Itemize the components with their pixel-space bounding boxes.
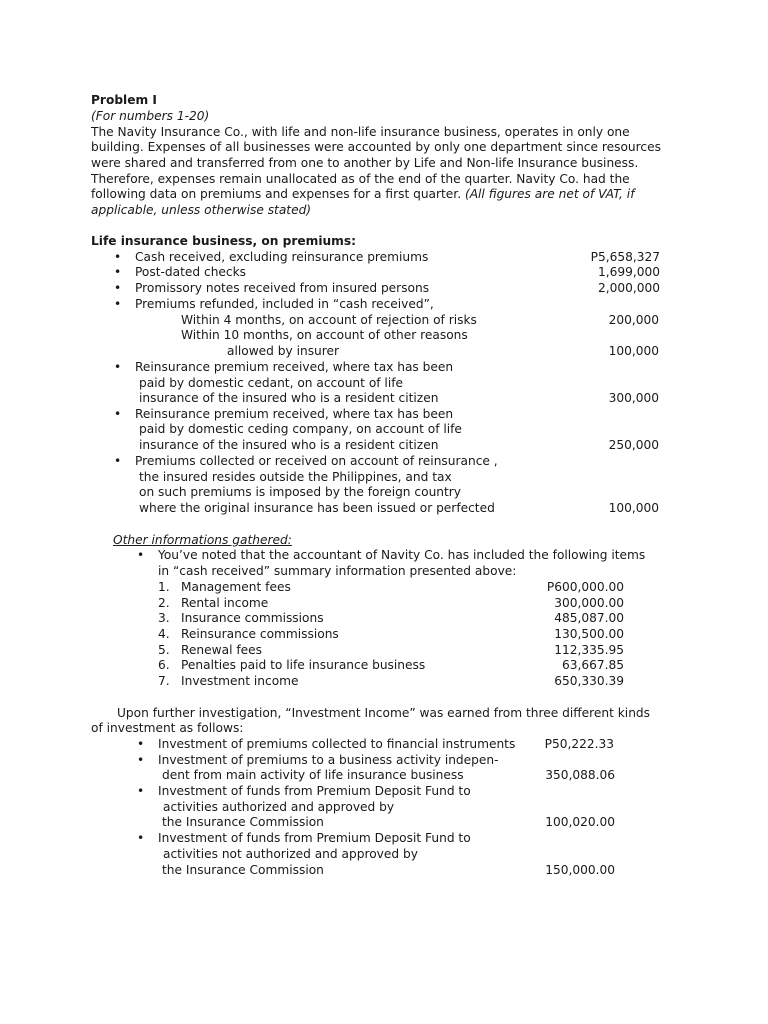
reins1-line: Reinsurance premium received, where tax has been xyxy=(135,360,454,374)
investment-item-line: Investment of funds from Premium Deposit Fund to xyxy=(158,831,471,845)
investment-para-line: of investment as follows: xyxy=(91,721,244,735)
foreign-line: on such premiums is imposed by the foreign country xyxy=(139,485,462,499)
life-item-label: Cash received, excluding reinsurance premiums xyxy=(135,250,429,264)
intro-plain: following data on premiums and expenses for a first quarter. xyxy=(91,187,465,201)
other-item-amount: 112,335.95 xyxy=(554,643,624,657)
investment-item-amount: P50,222.33 xyxy=(544,737,614,751)
bullet: • xyxy=(137,548,145,562)
foreign-amount: 100,000 xyxy=(608,501,659,515)
other-item-amount: 300,000.00 xyxy=(554,596,624,610)
investment-item-line: dent from main activity of life insurance business xyxy=(162,768,464,782)
other-item-num: 5. xyxy=(158,643,170,657)
reins1-line: insurance of the insured who is a resident citizen xyxy=(139,391,439,405)
intro-italic-tail: applicable, unless otherwise stated) xyxy=(91,203,312,217)
investment-item-amount: 100,020.00 xyxy=(545,815,615,829)
bullet: • xyxy=(137,737,145,751)
bullet: • xyxy=(114,297,122,311)
other-heading: Other informations gathered: xyxy=(113,533,292,547)
foreign-line: where the original insurance has been issued or perfected xyxy=(139,501,495,515)
other-item-amount: P600,000.00 xyxy=(546,580,624,594)
investment-item-line: activities authorized and approved by xyxy=(163,800,395,814)
other-intro-line: You’ve noted that the accountant of Navity Co. has included the following items xyxy=(158,548,646,562)
intro-line xyxy=(91,187,635,203)
bullet: • xyxy=(114,454,122,468)
investment-item-amount: 150,000.00 xyxy=(545,863,615,877)
life-item-amount: 1,699,000 xyxy=(597,265,660,279)
refund-sub-amount: 100,000 xyxy=(608,344,659,358)
intro-line: building. Expenses of all businesses were accounted by only one department since resources xyxy=(91,140,661,154)
intro-line: The Navity Insurance Co., with life and non-life insurance business, operates in only one xyxy=(91,125,630,139)
refund-sub-label: allowed by insurer xyxy=(227,344,340,358)
other-item-amount: 130,500.00 xyxy=(554,627,624,641)
investment-item-line: Investment of premiums to a business activity indepen- xyxy=(158,753,499,767)
intro-line: Therefore, expenses remain unallocated as of the end of the quarter. Navity Co. had the xyxy=(91,172,630,186)
other-intro-line: in “cash received” summary information presented above: xyxy=(158,564,517,578)
reins2-line: paid by domestic ceding company, on account of life xyxy=(139,422,462,436)
bullet: • xyxy=(114,407,122,421)
investment-item-line: activities not authorized and approved by xyxy=(163,847,418,861)
life-item-label: Post-dated checks xyxy=(135,265,247,279)
life-item-amount: P5,658,327 xyxy=(590,250,660,264)
other-item-amount: 650,330.39 xyxy=(554,674,624,688)
foreign-line: the insured resides outside the Philippines, and tax xyxy=(139,470,452,484)
investment-item-line: Investment of premiums collected to financial instruments xyxy=(158,737,516,751)
other-item-num: 3. xyxy=(158,611,170,625)
investment-para-line: Upon further investigation, “Investment Income” was earned from three different kinds xyxy=(117,706,651,720)
other-item-label: Management fees xyxy=(181,580,291,594)
other-item-label: Rental income xyxy=(181,596,269,610)
life-item-label: Premiums refunded, included in “cash received”, xyxy=(135,297,434,311)
other-item-amount: 485,087.00 xyxy=(554,611,624,625)
bullet: • xyxy=(114,360,122,374)
intro-line: were shared and transferred from one to another by Life and Non-life Insurance business. xyxy=(91,156,639,170)
life-item-label: Promissory notes received from insured persons xyxy=(135,281,430,295)
life-heading: Life insurance business, on premiums: xyxy=(91,234,357,248)
investment-item-line: Investment of funds from Premium Deposit Fund to xyxy=(158,784,471,798)
other-item-num: 1. xyxy=(158,580,170,594)
life-item-amount: 2,000,000 xyxy=(597,281,660,295)
refund-sub-label: Within 10 months, on account of other reasons xyxy=(181,328,468,342)
reins2-amount: 250,000 xyxy=(608,438,659,452)
bullet: • xyxy=(137,784,145,798)
investment-item-line: the Insurance Commission xyxy=(162,815,324,829)
other-item-num: 7. xyxy=(158,674,170,688)
investment-item-line: the Insurance Commission xyxy=(162,863,324,877)
investment-item-amount: 350,088.06 xyxy=(545,768,615,782)
refund-sub-amount: 200,000 xyxy=(608,313,659,327)
reins1-line: paid by domestic cedant, on account of life xyxy=(139,376,403,390)
other-item-label: Penalties paid to life insurance business xyxy=(181,658,426,672)
reins2-line: Reinsurance premium received, where tax has been xyxy=(135,407,454,421)
bullet: • xyxy=(114,281,122,295)
other-item-label: Reinsurance commissions xyxy=(181,627,339,641)
intro-italic: (All figures are net of VAT, if xyxy=(464,187,635,201)
other-item-num: 6. xyxy=(158,658,170,672)
reins1-amount: 300,000 xyxy=(608,391,659,405)
foreign-line: Premiums collected or received on account of reinsurance , xyxy=(135,454,498,468)
other-item-num: 4. xyxy=(158,627,170,641)
other-item-num: 2. xyxy=(158,596,170,610)
other-item-label: Insurance commissions xyxy=(181,611,324,625)
other-item-label: Renewal fees xyxy=(181,643,262,657)
problem-title: Problem I xyxy=(91,93,157,107)
other-item-label: Investment income xyxy=(181,674,299,688)
other-item-amount: 63,667.85 xyxy=(561,658,624,672)
problem-subtitle: (For numbers 1-20) xyxy=(91,109,210,123)
bullet: • xyxy=(137,831,145,845)
bullet: • xyxy=(114,250,122,264)
refund-sub-label: Within 4 months, on account of rejection of risks xyxy=(181,313,477,327)
bullet: • xyxy=(114,265,122,279)
bullet: • xyxy=(137,753,145,767)
reins2-line: insurance of the insured who is a resident citizen xyxy=(139,438,439,452)
